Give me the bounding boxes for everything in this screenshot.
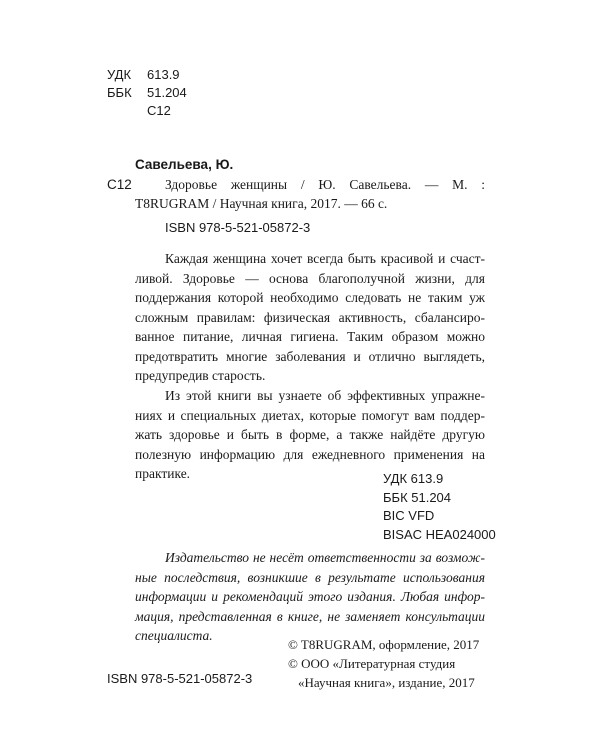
udk-right: УДК 613.9 [383,471,444,486]
disclaimer-line: ные последствия, возникшие в результате использования [135,569,485,585]
annotation-line: ванное питание, личная гигиена. Таким образом можно [135,329,485,344]
bbk-code [107,84,187,102]
annotation-line: предупредив старость. [135,368,266,383]
bib-isbn: ISBN 978-5-521-05872-3 [165,220,311,235]
udk-value: 613.9 [147,67,180,82]
annotation-line: практике. [135,466,191,481]
disclaimer-line: Издательство не несёт ответственности за возмож- [165,550,485,565]
bic-code: BIC VFD [383,508,435,523]
publisher-disclaimer [135,548,485,646]
bib-line-1: Здоровье женщины / Ю. Савельева. — М. : [165,177,485,192]
top-classification-codes [107,66,187,120]
annotation-line: Каждая женщина хочет всегда быть красивой и счаст- [165,251,485,266]
author-heading: Савельева, Ю. [135,157,234,172]
copyright-edition: «Научная книга», издание, 2017 [298,675,475,690]
udk-label: УДК [107,67,132,82]
footer-isbn: ISBN 978-5-521-05872-3 [107,671,253,686]
copyright-publisher: © ООО «Литературная студия [288,656,456,671]
cutter-code [107,102,187,120]
annotation-line: поддержания которой необходимо следовать не таким уж [135,290,485,305]
disclaimer-line: мация, представленная в книге, не заменяет консультации [135,608,485,624]
disclaimer-line: специалиста. [135,628,213,643]
annotation-line: Из этой книги вы узнаете об эффективных упражне- [165,388,485,403]
annotation-line: полезную информацию для ежедневного применения на [135,446,485,462]
bib-line-2: T8RUGRAM / Научная книга, 2017. — 66 с. [135,196,388,211]
annotation-paragraph-2 [135,386,485,484]
annotation-paragraph-1 [135,249,485,386]
cutter-value: С12 [147,103,171,118]
annotation-line: сложным правилам: физическая активность, сбалансиро- [135,309,485,325]
bisac-code: BISAC HEA024000 [383,526,496,542]
bbk-value: 51.204 [147,85,187,100]
disclaimer-line: информации и рекомендаций этого издания. Любая инфор- [135,589,485,604]
bbk-label: ББК [107,85,132,100]
bbk-right: ББК 51.204 [383,489,452,505]
annotation-line: жать здоровье и быть в форме, а также найдёте другую [135,427,485,442]
copyright-design: © T8RUGRAM, оформление, 2017 [288,637,480,652]
annotation-line: ливой. Здоровье — основа благополучной жизни, для [135,270,485,286]
right-classification-codes [383,470,496,544]
cutter-mark: С12 [107,177,132,192]
annotation-line: предотвратить многие заболевания и отлично выглядеть, [135,348,485,364]
udk-code [107,66,187,84]
annotation-line: ниях и специальных диетах, которые помогут вам поддер- [135,407,485,423]
copyright-block [288,635,479,692]
